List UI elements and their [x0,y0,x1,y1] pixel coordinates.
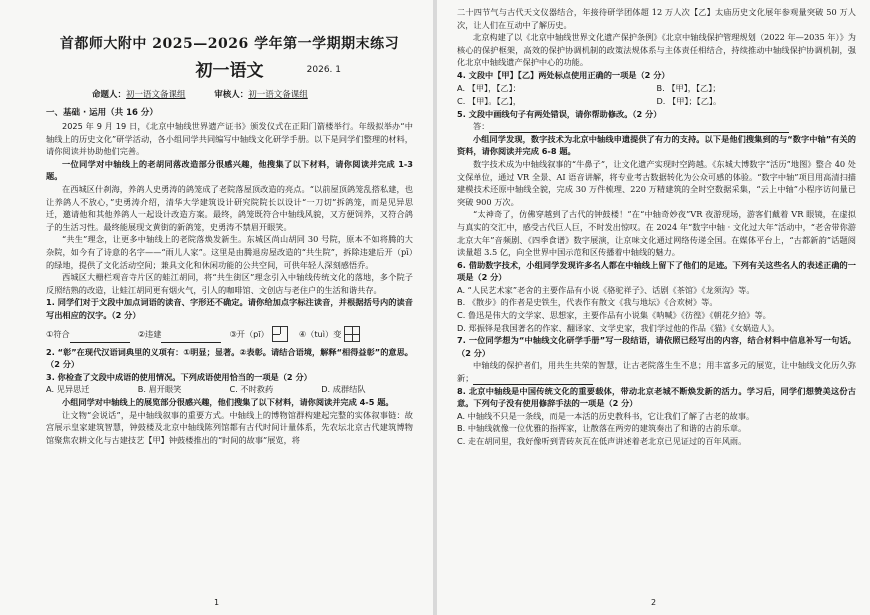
answer-blank[interactable] [489,123,789,133]
reviewer-label: 审核人： [214,90,249,100]
option-b: B. 眉开眼笑 [137,384,182,395]
page-2 [437,0,870,615]
task-prompt-2: 小组同学对中轴线上的展览部分很感兴趣，他们搜集了以下材料，请你阅读并完成 4-5 题。 [62,397,394,408]
exam-title: 首都师大附中 2025—2026 学年第一学期期末练习 [59,36,400,52]
option-c: C. 【甲】。【乙】， [457,95,522,106]
question-6: 6. 借助数字技术，小组同学发现许多名人都在中轴线上留下了他们的足迹。下列有关这些名人的表述正确的一项是（2 分） [457,259,856,283]
answer-blank[interactable] [473,375,593,385]
passage-paragraph-4: 让文物“会说话”，是中轴线叙事的重要方式。中轴线上的博物馆群构建起完整的实体叙事链：故宫展示皇家建筑智慧，钟鼓楼及北京中轴线陈列馆都有古代时间计量体系，先农坛北京古代建筑博物馆聚焦农耕文化与古建技艺【甲】钟鼓楼推出的“时间的故事”展览，将 [46,409,413,446]
q8-option-c: C. 走在胡同里，我好像听到青砖灰瓦在低声讲述着老北京已见证过的百年风雨。 [457,436,747,446]
option-d: D. 【甲】；【乙】。 [656,95,722,106]
passage-paragraph-3: 西城区大栅栏观音寺片区的蛙江胡同，将“共生街区”理念引入中轴线传统文化的落地，多个院子反照结熟的改造，让蛙江胡同更有烟火气，引人的咖啡馆、文创店与老住户的生活和谐共存。 [46,272,413,295]
answer-line: 答： [457,120,856,133]
q8-option-a: A. 中轴线不只是一条线，而是一本活的历史教科书，它让我们了解了古老的故事。 [457,410,755,421]
option-a: A. 见异思迁 [46,384,90,395]
subject-row [46,60,413,82]
answer-blank[interactable] [161,333,221,343]
author-label: 命题人： [92,90,127,100]
passage-paragraph-7: 数字技术成为中轴线叙事的“牛鼻子”，让文化遗产实现时空跨越。《东城大博数字“活历”地图》整合 40 处文保单位，通过 VR 全景、AI 语音讲解，将专业考古数据转化为公众可感的体验。“数字中轴”项目用高清扫描建模技术还原中轴线全貌，完成 30 万件梳理、220 万精建筑的全时空数据采集，“云上中轴”小程序访问量已突破 900 万次。 [457,158,856,207]
q6-option-c: C. 鲁迅是伟大的文学家、思想家，主要作品有小说集《呐喊》《彷徨》《朝花夕拾》等。 [457,310,771,321]
page-number: 1 [213,598,220,607]
question-4-options-2 [457,95,856,108]
q1-item-2: ②违建 [138,325,222,343]
task-prompt-3: 小组同学发现，数字技术为北京中轴线申遗提供了有力的支持。以下是他们搜集到的与“数字中轴”有关的资料，请你阅读并完成 6-8 题。 [457,133,856,157]
passage-paragraph-2: “共生”理念，让更多中轴线上的老院落焕发新生。东城区尚山胡同 30 号院，原本不如将腾的大杂院，如今有了诗意的名字——“雨儿人家”。这里是由腾退房屋改造的“共生院”，拆除违建后开（pī）的绿地，提供了文化活动空间；兼具文化和休闲功能的公共空间，可供年轻人深刻感悟乔。 [46,234,413,270]
q1-item-3: ③开（pī） [229,325,290,343]
question-3: 3. 你检查了文段中成语的使用情况。下列成语使用恰当的一项是（2 分） [46,371,312,382]
q1-item-4: ④（tuì）变 [299,325,364,343]
passage-paragraph-5: 二十四节气与古代天文仪器结合，年接待研学团体超 12 万人次【乙】太庙历史文化展年参观量突破 50 万人次，让人们在互动中了解历史。 [457,7,856,30]
q7-given-text: 中轴线的保护者们，用共生共荣的智慧，让古老院落生生不息；用丰富多元的展览，让中轴线文化历久弥新； [457,360,856,384]
question-4: 4. 文段中【甲】【乙】两处标点使用正确的一项是（2 分） [457,69,670,80]
question-7: 7. 一位同学想为“中轴线文化研学手册”写一段结语，请依照已经写出的内容，结合材料中信息补写一句话。（2 分） [457,335,856,358]
task-prompt-1: 一位同学对中轴线上的老胡同落改造部分很感兴趣，他搜集了以下材料，请你阅读并完成 1-3 题。 [46,158,413,182]
question-4-options [457,82,856,95]
writing-box[interactable] [272,326,288,342]
q6-option-b: B. 《散步》的作者是史铁生，代表作有散文《我与地坛》《合欢树》等。 [457,297,718,308]
option-d: D. 成群结队 [321,384,366,395]
intro-paragraph: 2025 年 9 月 19 日，《北京中轴线世界遗产证书》颁发仪式在正阳门箭楼举行。年级拟举办“中轴线上的历史文化”研学活动，各小组同学共同编写中轴线文化研学手册。以下是同学们整理的材料，请你阅读并协助他们完善。 [46,121,413,157]
q6-option-d: D. 郑振铎是我国著名的作家、翻译家、文学史家，我们学过他的作品《猫》《女娲造人》。 [457,322,780,333]
exam-date: 2026. 1 [306,65,341,75]
question-1-items [46,325,413,343]
q8-option-b: B. 中轴线就像一位优雅的指挥家，让散落在两旁的建筑奏出了和谐的古韵乐章。 [457,423,747,434]
authors-line [46,88,413,102]
question-2: 2. “彰”在现代汉语词典里的义项有：①明显；显著。②表彰。请结合语境，解释“相得益彰”的意思。（2 分） [46,346,413,370]
question-3-options [46,383,413,396]
section-heading: 一、基础 · 运用（共 16 分） [46,108,158,118]
question-8: 8. 北京中轴线是中国传统文化的重要载体，带动北京老城不断焕发新的活力。学习后，同学们想赞美这份古意。下列句子没有使用修辞手法的一项是（2 分） [457,385,856,409]
page-1 [0,0,433,615]
answer-blank[interactable] [70,333,130,343]
q6-option-a: A. “人民艺术家”老舍的主要作品有小说《骆驼祥子》、话剧《茶馆》《龙须沟》等。 [457,284,755,295]
passage-paragraph-1: 在西城区什刹海，养鸽人史勇涛的鸽笼成了老院落屋顶改造的亮点。“以前屋顶鸽笼乱搭私建，也让养鸽人不放心，”史勇涛介绍，清华大学建筑设计研究院院长以设计“一刀切”拆鸽笼，而是见异思迁，邀请他和其他养鸽人一起设计改造方案。最终，鸽笼既符合中轴线风貌，又方便饲养，又符合鸽子的生活习性。最终能展现文黄街的新鸽笼，史勇涛不禁眉开眼笑。 [46,183,413,232]
option-c: C. 不时救药 [229,384,274,395]
subject-title: 初一语文 [195,61,264,81]
reviewer-name: 初一语文备课组 [248,90,308,100]
option-b: B. 【甲】，【乙】； [656,82,721,93]
author-name: 初一语文备课组 [126,90,186,100]
q1-item-1: ①符合 [46,325,130,343]
writing-box[interactable] [344,326,360,342]
question-1: 1. 同学们对于文段中加点词语的读音、字形还不确定。请你给加点字标注读音，并根据括号内的读音写出相应的汉字。（2 分） [46,297,413,320]
option-a: A. 【甲】，【乙】： [457,82,521,93]
passage-paragraph-8: “太神奇了，仿佛穿越到了古代的钟鼓楼！”在“中轴奇妙夜”VR 夜游现场，游客们戴着 VR 眼镜，在虚拟与真实的交汇中，感受古代巨人巨，不时发出惊叹。在 2024 年“数字中轴 · 文化过大年”活动中，“老舍带你游北京大年”音频剧、《四季食谱》数字展演，让京味文化通过网络传递全国。在媒体平台上，“古都新韵”话题阅读量超 3.5 亿，向全世界中国示范和区传播着中轴线的魅力。 [457,209,856,258]
page-number: 2 [650,598,657,607]
question-5: 5. 文段中画线句子有两处错误，请你帮助修改。（2 分） [457,108,662,119]
passage-paragraph-6: 北京构建了以《北京中轴线世界文化遗产保护条例》《北京中轴线保护管理规划（2022 年—2035 年）》为核心的保护框架，高效的保护协调机制的政策法规体系与主体责任相结合，持续推动中轴线保护协调机制，强化北京中轴线遗产保护中心的功能。 [457,32,856,68]
